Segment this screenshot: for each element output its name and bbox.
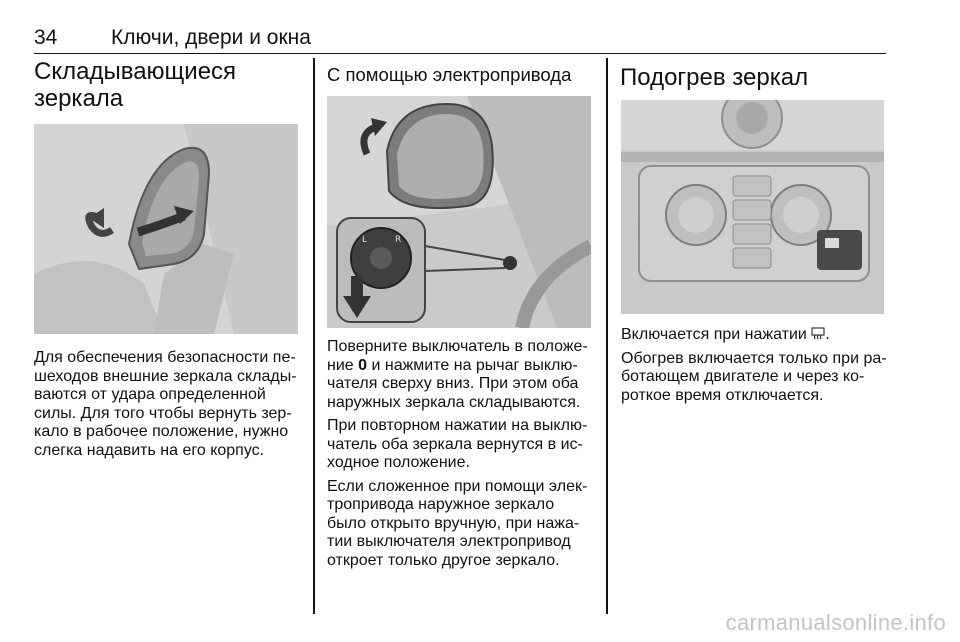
paragraph: При повторном нажатии на выклю-чатель оба зеркала вернутся в ис-ходное положение. xyxy=(327,417,588,471)
section-power-folding xyxy=(327,58,593,86)
section-title: Складывающиеся зеркала xyxy=(34,58,237,112)
column-divider xyxy=(606,58,608,614)
section-subtitle: С помощью электропривода xyxy=(327,64,572,85)
position-zero-label: 0 xyxy=(358,356,368,374)
paragraph: Поверните выключатель в положе-ние 0 и нажмите на рычаг выклю-чателя сверху вниз. При этом оба наружных зеркала складываются. xyxy=(327,338,588,411)
folding-mirror-figure xyxy=(34,124,298,334)
section-folding-mirrors xyxy=(34,58,300,112)
chapter-title: Ключи, двери и окна xyxy=(111,26,311,49)
section-heated-mirrors xyxy=(620,58,886,91)
page-number: 34 xyxy=(34,26,58,49)
paragraph: Если сложенное при помощи элек-тропривода наружное зеркало было открыто вручную, при нажа-тии выключателя электропривод откроет только другое зеркало. xyxy=(327,477,588,569)
column-divider xyxy=(313,58,315,614)
svg-text:R: R xyxy=(395,235,402,245)
watermark: carmanualsonline.info xyxy=(725,610,946,635)
heated-mirror-figure xyxy=(621,100,884,314)
power-folding-figure xyxy=(327,96,591,328)
page-header xyxy=(34,26,886,54)
paragraph: Обогрев включается только при ра-ботающем двигателе и через ко-роткое время отключается. xyxy=(621,349,887,404)
paragraph: Для обеспечения безопасности пе-шеходов внешние зеркала склады-ваются от удара определенной силы. Для того чтобы вернуть зер-кало в рабочее положение, нужно слегка надавить на его корпус. xyxy=(34,349,297,459)
col3-body xyxy=(621,326,887,410)
svg-text:L: L xyxy=(362,235,368,245)
rear-defrost-icon xyxy=(811,326,825,340)
col1-body xyxy=(34,349,300,465)
section-title: Подогрев зеркал xyxy=(620,64,809,91)
paragraph: Включается при нажатии . xyxy=(621,326,830,343)
col2-body xyxy=(327,338,593,575)
